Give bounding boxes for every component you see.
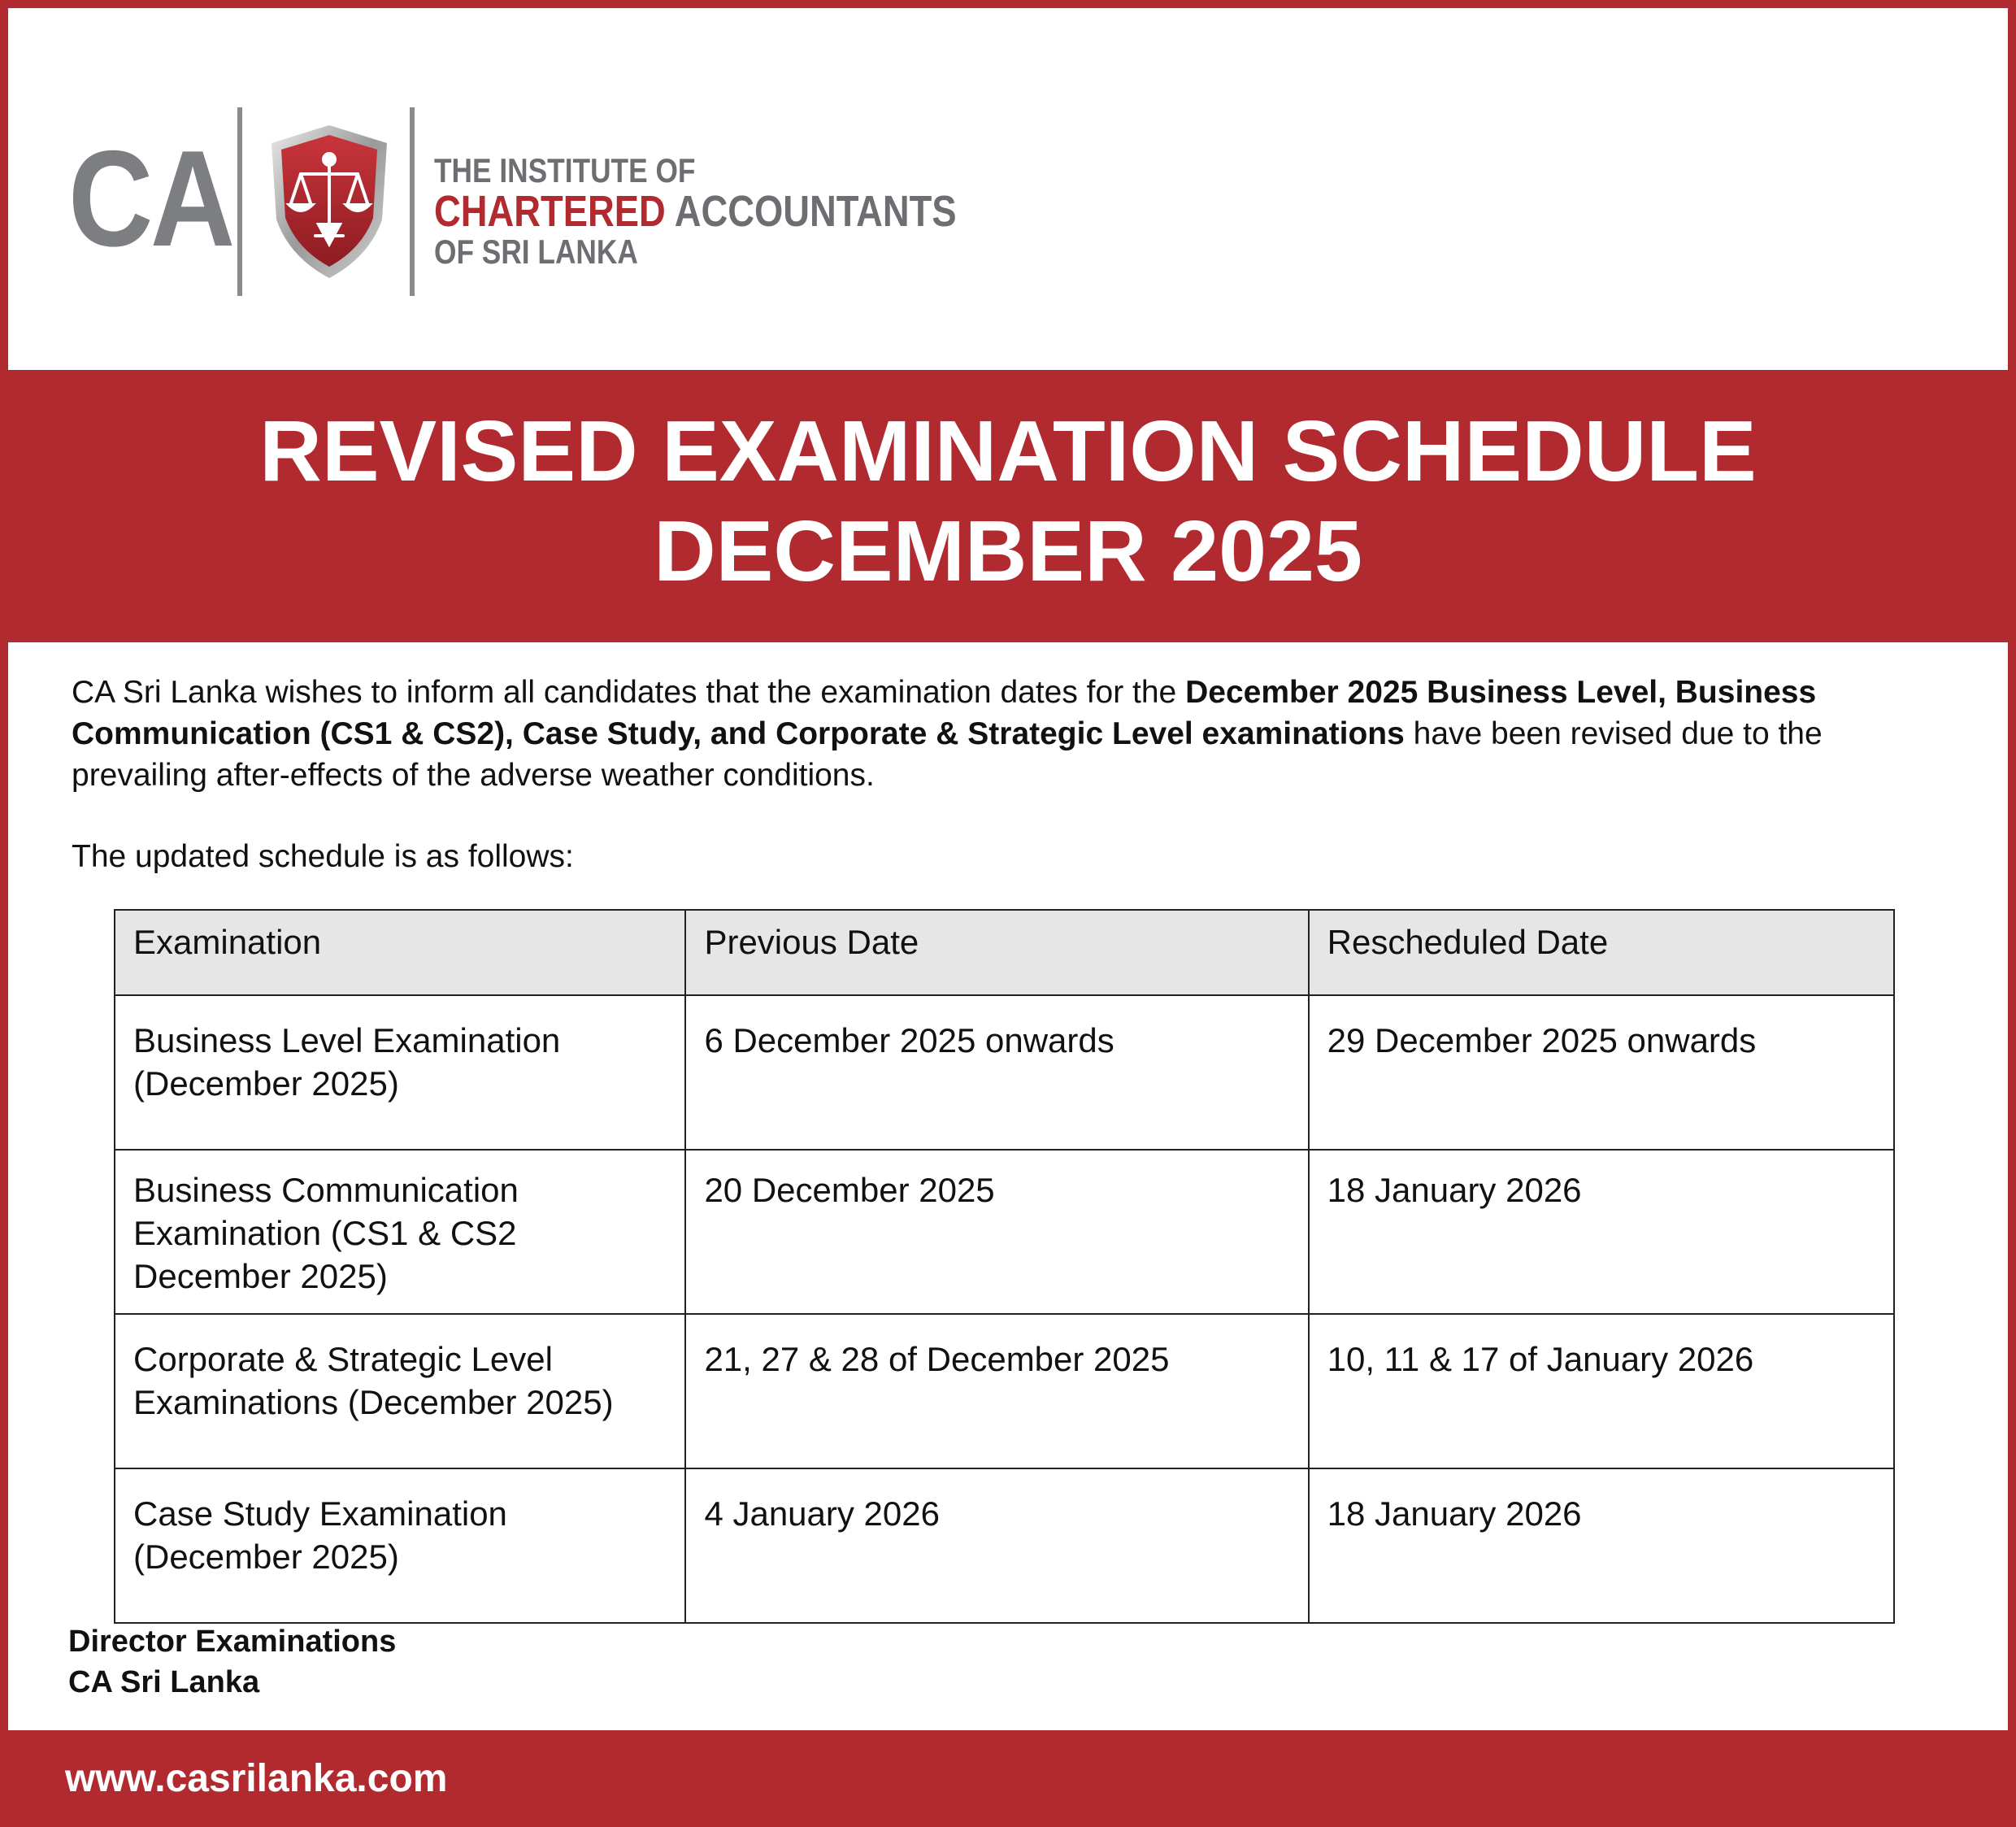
table-row [115, 1468, 1894, 1623]
rescheduled-date-cell: 10, 11 & 17 of January 2026 [1309, 1314, 1894, 1468]
signature-org: CA Sri Lanka [68, 1665, 260, 1699]
institute-line-1: THE INSTITUTE OF [434, 151, 696, 189]
intro-paragraph [72, 672, 1966, 796]
intro-text-end: have been revised due to the prevailing after-effects of the adverse weather conditions. [72, 716, 1823, 793]
exam-cell: Business Level Examination (December 2025) [115, 995, 685, 1150]
table-header-row [115, 910, 1894, 995]
previous-date-cell: 21, 27 & 28 of December 2025 [685, 1314, 1308, 1468]
signature-title: Director Examinations [68, 1625, 397, 1659]
table-row [115, 995, 1894, 1150]
title-line-1: REVISED EXAMINATION SCHEDULE [259, 403, 1757, 499]
scales-of-justice-shield-icon [268, 122, 390, 281]
institute-accountants: ACCOUNTANTS [674, 187, 957, 236]
previous-date-cell: 20 December 2025 [685, 1150, 1308, 1314]
rescheduled-date-cell: 29 December 2025 onwards [1309, 995, 1894, 1150]
rescheduled-date-cell: 18 January 2026 [1309, 1468, 1894, 1623]
institute-line-2 [434, 189, 957, 234]
header-previous-date: Previous Date [685, 910, 1308, 995]
table-row [115, 1314, 1894, 1468]
previous-date-cell: 6 December 2025 onwards [685, 995, 1308, 1150]
website-link[interactable]: www.casrilanka.com [65, 1757, 448, 1800]
logo-ca-letters: CA [68, 122, 232, 275]
exam-cell: Case Study Examination (December 2025) [115, 1468, 685, 1623]
logo-divider-right [410, 107, 415, 296]
signature-block [68, 1621, 396, 1703]
intro-bold-exams: December 2025 Business Level, Business Communication (CS1 & CS2), Case Study, and Corporate & Strategic Level examinations [72, 675, 1817, 751]
institute-chartered: CHARTERED [434, 187, 666, 236]
schedule-table [114, 909, 1895, 1624]
ca-sri-lanka-logo [68, 107, 962, 296]
institute-name [434, 153, 1056, 270]
header-rescheduled-date: Rescheduled Date [1309, 910, 1894, 995]
header-examination: Examination [115, 910, 685, 995]
title-banner [8, 370, 2008, 642]
logo-divider-left [237, 107, 242, 296]
title-line-2: DECEMBER 2025 [654, 503, 1362, 599]
institute-line-3: OF SRI LANKA [434, 233, 638, 271]
exam-cell: Corporate & Strategic Level Examinations (December 2025) [115, 1314, 685, 1468]
rescheduled-date-cell: 18 January 2026 [1309, 1150, 1894, 1314]
exam-cell: Business Communication Examination (CS1 & CS2 December 2025) [115, 1150, 685, 1314]
footer-bar [0, 1730, 2016, 1827]
table-row [115, 1150, 1894, 1314]
previous-date-cell: 4 January 2026 [685, 1468, 1308, 1623]
schedule-lead-text: The updated schedule is as follows: [72, 839, 574, 874]
intro-text-start: CA Sri Lanka wishes to inform all candidates that the examination dates for the [72, 675, 1186, 710]
